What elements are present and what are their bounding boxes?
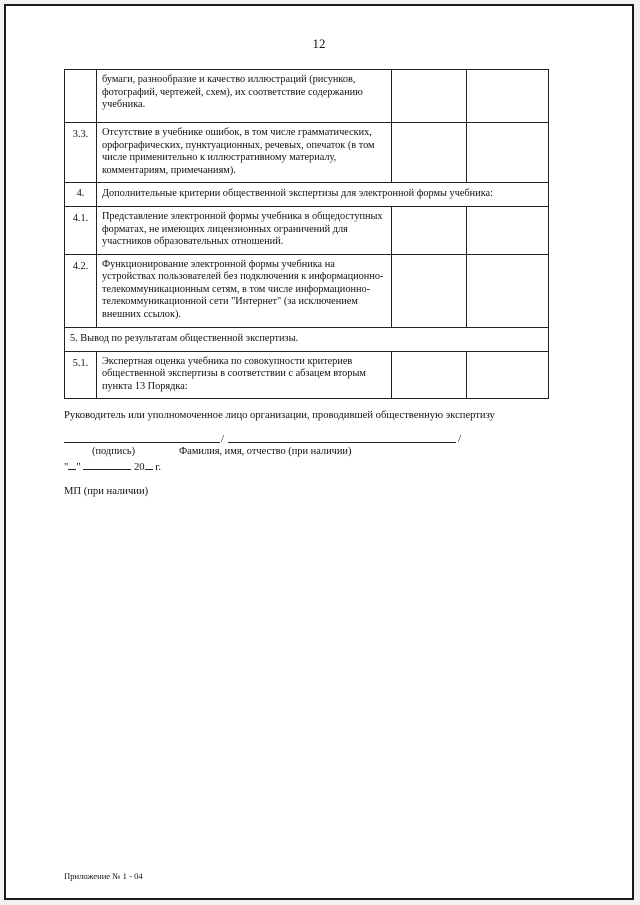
- criteria-table: [64, 69, 549, 399]
- table-row: [65, 327, 549, 351]
- section-heading: 5. Вывод по результатам общественной экспертизы.: [65, 327, 549, 351]
- date-quote-close: ": [76, 462, 81, 473]
- stamp-placeholder: МП (при наличии): [64, 486, 149, 497]
- year-blank: [145, 459, 153, 470]
- year-prefix: 20: [133, 462, 145, 473]
- row-text: Отсутствие в учебнике ошибок, в том числе грамматических, орфографических, пунктуационных, речевых, опечаток (в том числе применительно к иллюстративному материалу, комментариям, примечаниям).: [97, 123, 392, 183]
- name-rule: [228, 442, 456, 443]
- comment-cell: [467, 351, 549, 399]
- appendix-label: Приложение № 1 - 04: [64, 871, 143, 881]
- assessment-cell: [392, 351, 467, 399]
- name-caption: Фамилия, имя, отчество (при наличии): [179, 446, 352, 457]
- comment-cell: [467, 207, 549, 255]
- row-number: 4.2.: [65, 254, 97, 327]
- page-number: 12: [312, 36, 326, 51]
- assessment-cell: [392, 207, 467, 255]
- table-row: [65, 70, 549, 123]
- row-text: Дополнительные критерии общественной экспертизы для электронной формы учебника:: [97, 183, 549, 207]
- month-blank: [83, 459, 131, 470]
- assessment-cell: [392, 70, 467, 123]
- date-line: [64, 459, 161, 473]
- signature-caption: (подпись): [92, 446, 136, 457]
- assessment-cell: [392, 254, 467, 327]
- table-row: [65, 207, 549, 255]
- table-row: [65, 183, 549, 207]
- row-text: Экспертная оценка учебника по совокупности критериев общественной экспертизы в соответствии с абзацем вторым пункта 13 Порядка:: [97, 351, 392, 399]
- document-page: [4, 4, 634, 900]
- row-number: [65, 70, 97, 123]
- row-number: 5.1.: [65, 351, 97, 399]
- comment-cell: [467, 123, 549, 183]
- signature-slash: /: [221, 433, 225, 445]
- year-suffix: г.: [155, 462, 162, 473]
- row-number: 4.1.: [65, 207, 97, 255]
- row-text: Представление электронной формы учебника в общедоступных форматах, не имеющих лицензионных ограничений для участников образовательных отношений.: [97, 207, 392, 255]
- name-slash: /: [458, 433, 462, 445]
- comment-cell: [467, 70, 549, 123]
- assessment-cell: [392, 123, 467, 183]
- date-quote-open: ": [64, 462, 69, 473]
- signature-rule: [64, 442, 220, 443]
- signature-line: [64, 431, 468, 443]
- comment-cell: [467, 254, 549, 327]
- row-text: бумаги, разнообразие и качество иллюстраций (рисунков, фотографий, чертежей, схем), их соответствие содержанию учебника.: [97, 70, 392, 123]
- table-row: [65, 123, 549, 183]
- row-number: 4.: [65, 183, 97, 207]
- table-row: [65, 351, 549, 399]
- row-number: 3.3.: [65, 123, 97, 183]
- row-text: Функционирование электронной формы учебника на устройствах пользователей без подключения к информационно-телекоммуникационным сетям, в том числе информационно-телекоммуникационной сети "Интернет" (за исключением внешних ссылок).: [97, 254, 392, 327]
- signature-intro: Руководитель или уполномоченное лицо организации, проводившей общественную экспертизу: [64, 410, 495, 421]
- table-row: [65, 254, 549, 327]
